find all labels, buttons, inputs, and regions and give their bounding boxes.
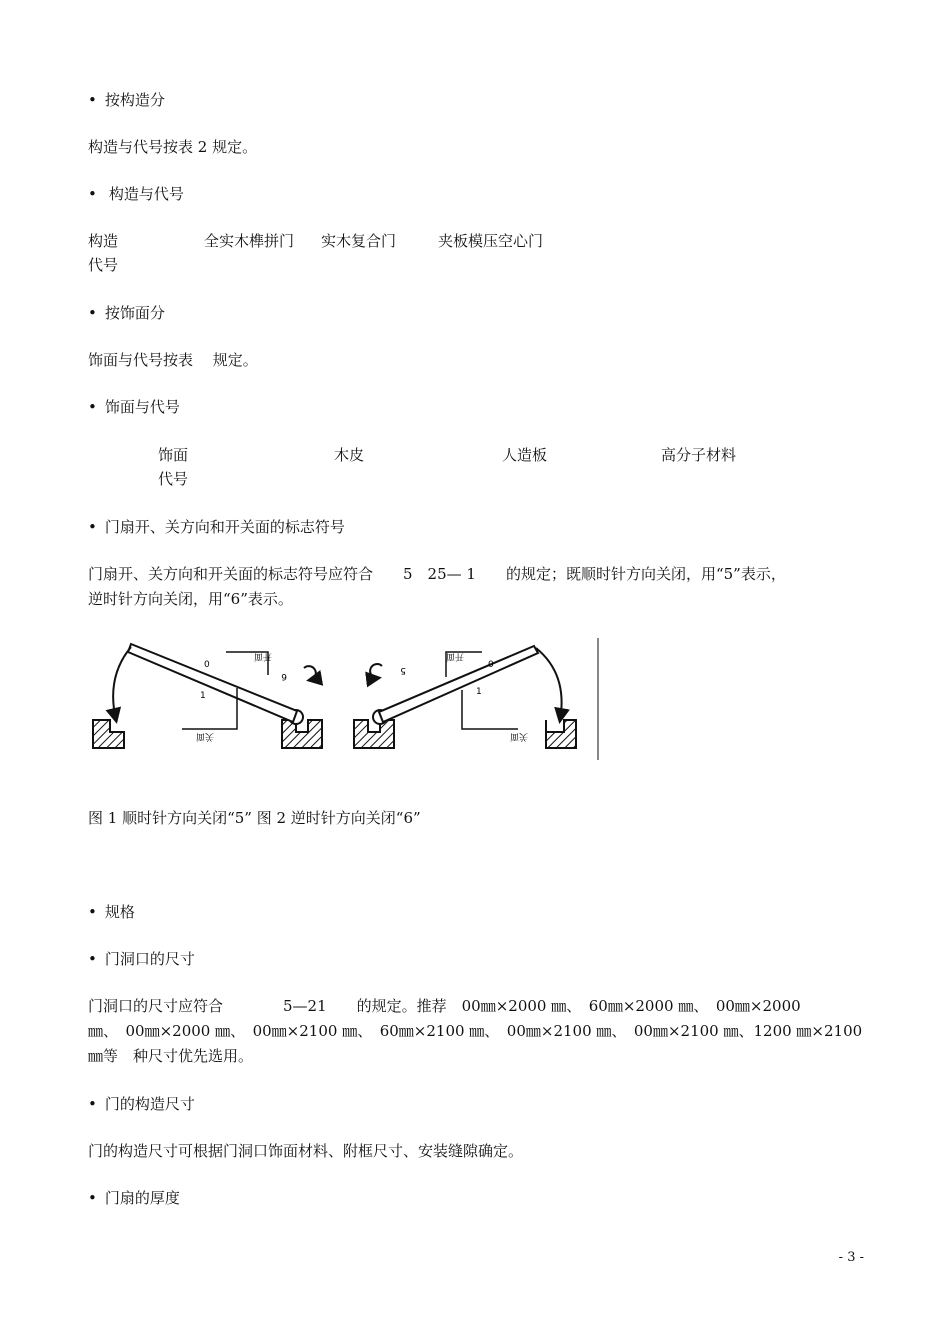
column-header: 实木复合门 [321,232,397,250]
label-close-face: 关面 [195,731,214,741]
column-header: 高分子材料 [661,446,737,464]
column-header: 人造板 [502,446,548,464]
heading-by-finish [88,301,165,325]
label-one: 1 [200,691,206,701]
label-one: 1 [476,687,482,697]
heading-text: 门扇的厚度 [104,1189,180,1207]
figure-caption: 图 1 顺时针方向关闭“5” 图 2 逆时针方向关闭“6” [88,809,421,827]
row-label-finish: 饰面 [158,446,189,464]
heading-text: 门洞口的尺寸 [104,950,195,968]
heading-construction-size [88,1092,195,1116]
table-title-finish [88,395,180,419]
paragraph-opening-line1: 门洞口的尺寸应符合 5—21 的规定。推荐 00㎜×2000 ㎜、 60㎜×2000 ㎜、 00㎜×2000 [88,997,801,1015]
close-face-bracket [462,690,518,729]
column-header: 木皮 [334,446,365,464]
label-close-face: 关面 [509,731,528,741]
paragraph-finish-intro: 饰面与代号按表 规定。 [88,351,258,369]
paragraph-construction-intro: 构造与代号按表 2 规定。 [88,138,258,156]
heading-text: 按饰面分 [104,304,165,322]
table-title-construction [88,182,184,206]
heading-text: 规格 [104,903,135,921]
column-header: 全实木榫拼门 [204,232,295,250]
paragraph-opening-line3: ㎜等 种尺寸优先选用。 [88,1047,254,1065]
swing-arrow [113,647,131,720]
swing-arrow [536,648,562,720]
left-frame-block [354,720,394,748]
heading-text: 门的构造尺寸 [104,1095,195,1113]
heading-thickness [88,1186,180,1210]
heading-by-construction [88,88,165,112]
heading-spec [88,900,135,924]
paragraph-symbols-line2: 逆时针方向关闭，用“6”表示。 [88,590,293,608]
paragraph-symbols-line1: 门扇开、关方向和开关面的标志符号应符合 5 25— 1 的规定；既顺时针方向关闭，用“5”表示， [88,565,786,583]
label-code: 5 [400,665,406,675]
paragraph-opening-line2: ㎜、 00㎜×2000 ㎜、 00㎜×2100 ㎜、 60㎜×2100 ㎜、 00㎜×2100 ㎜、 00㎜×2100 ㎜、1200 ㎜×2100 [88,1022,863,1040]
door-swing-figures [86,632,606,764]
page-number: - 3 - [838,1250,864,1265]
heading-opening-size [88,947,195,971]
row-label-code: 代号 [88,256,119,274]
heading-text: 门扇开、关方向和开关面的标志符号 [104,518,345,536]
table-title-text: 构造与代号 [108,185,184,203]
figure-2-counterclockwise [354,638,598,760]
rotation-arrow-icon [304,666,316,680]
label-open-face: 开面 [445,651,464,661]
label-zero: 0 [204,660,210,670]
row-label-construction: 构造 [88,232,119,250]
left-frame-block [93,720,124,748]
label-open-face: 开面 [253,651,272,661]
heading-text: 按构造分 [104,91,165,109]
label-code: 6 [281,671,287,681]
rotation-arrow-icon [370,664,382,678]
label-zero: 0 [488,660,494,670]
right-frame-block [282,720,322,748]
right-frame-block [546,720,576,748]
figure-1-clockwise [93,644,322,748]
heading-symbols [88,515,345,539]
paragraph-construction-size: 门的构造尺寸可根据门洞口饰面材料、附框尺寸、安装缝隙确定。 [88,1142,524,1160]
column-header: 夹板模压空心门 [438,232,544,250]
row-label-code: 代号 [158,470,189,488]
table-title-text: 饰面与代号 [104,398,180,416]
